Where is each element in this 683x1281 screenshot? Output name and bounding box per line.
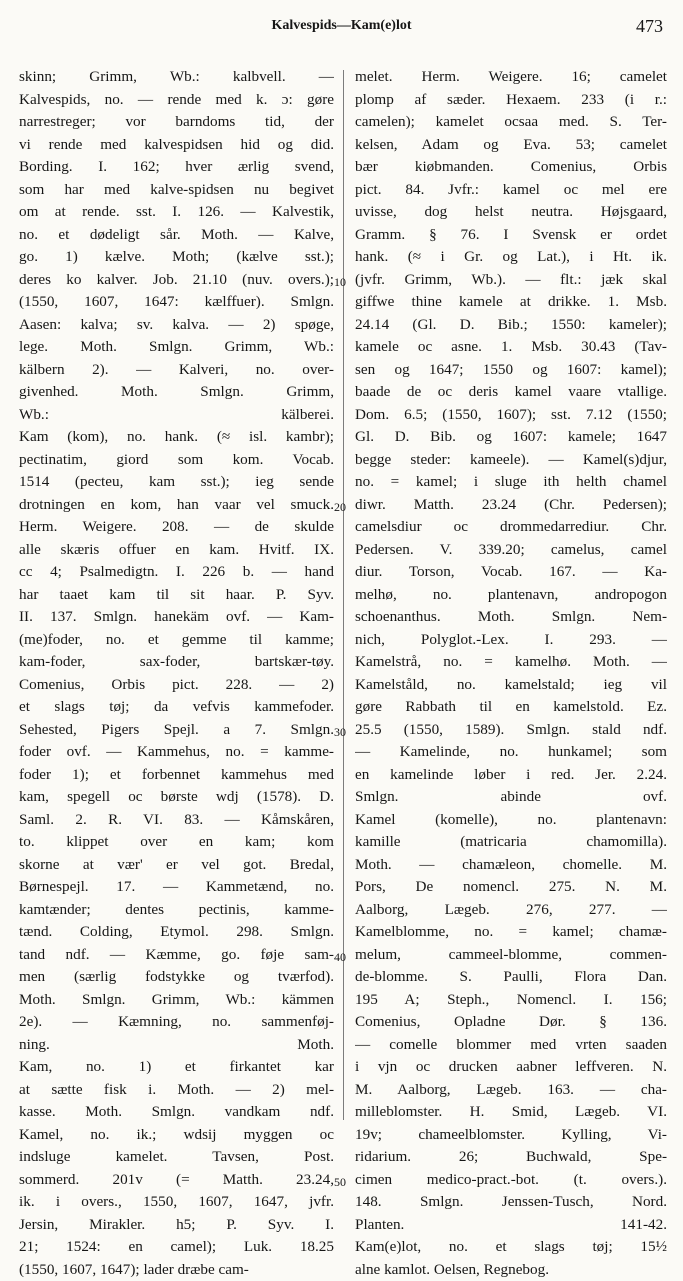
text-line: narrestreger; vor barndoms tid, der	[19, 111, 334, 134]
text-line: kasse. Moth. Smlgn. vandkam ndf.	[19, 1101, 334, 1124]
text-line: Jersin, Mirakler. h5; P. Syv. I.	[19, 1214, 334, 1237]
text-line: Wb.: kälberei.	[19, 404, 334, 427]
text-line: kam-foder, sax-foder, bartskær-tøy.	[19, 651, 334, 674]
text-line: cc 4; Psalmedigtn. I. 226 b. — hand	[19, 561, 334, 584]
text-line: — Kamelinde, no. hunkamel; som	[355, 741, 667, 764]
text-line: Kam, no. 1) et firkantet kar	[19, 1056, 334, 1079]
text-line: (1550, 1607, 1647: kælffuer). Smlgn.	[19, 291, 334, 314]
text-line: kamtænder; dentes pectinis, kamme-	[19, 899, 334, 922]
text-line: de-blomme. S. Paulli, Flora Dan.	[355, 966, 667, 989]
text-line: Aalborg, Lægeb. 276, 277. —	[355, 899, 667, 922]
text-line: alne kamlot. Oelsen, Regnebog.	[355, 1259, 667, 1281]
text-line: tænd. Colding, Etymol. 298. Smlgn.	[19, 921, 334, 944]
text-line: Kamel, no. ik.; wdsij myggen oc	[19, 1124, 334, 1147]
text-line: sommerd. 201v (= Matth. 23.24,	[19, 1169, 334, 1192]
running-title: Kalvespids—Kam(e)lot	[0, 18, 683, 34]
text-line: Comenius, Orbis pict. 228. — 2)	[19, 674, 334, 697]
text-line: foder ovf. — Kammehus, no. = kamme-	[19, 741, 334, 764]
text-line: Kam(e)lot, no. et slags tøj; 15½	[355, 1236, 667, 1259]
text-line: baade de oc deris kamel vaare vtallige.	[355, 381, 667, 404]
text-line: alle skæris offuer en kam. Hvitf. IX.	[19, 539, 334, 562]
text-line: plomp af sæder. Hexaem. 233 (i r.:	[355, 89, 667, 112]
text-line: Gl. D. Bib. og 1607: kamele; 1647	[355, 426, 667, 449]
text-line: kälbern 2). — Kalveri, no. over-	[19, 359, 334, 382]
text-line: melet. Herm. Weigere. 16; camelet	[355, 66, 667, 89]
text-line: pict. 84. Jvfr.: kamel oc mel ere	[355, 179, 667, 202]
line-marker: 10	[334, 271, 346, 294]
text-line: M. Aalborg, Lægeb. 163. — cha-	[355, 1079, 667, 1102]
left-column	[19, 66, 334, 1281]
text-line: vi rende med kalvespidsen hid og did.	[19, 134, 334, 157]
text-line: Comenius, Opladne Dør. § 136.	[355, 1011, 667, 1034]
text-line: schoenanthus. Moth. Smlgn. Nem-	[355, 606, 667, 629]
text-line: tand ndf. — Kæmme, go. føje sam-	[19, 944, 334, 967]
text-line: cimen medico-pract.-bot. (t. overs.).	[355, 1169, 667, 1192]
text-line: ning. Moth.	[19, 1034, 334, 1057]
text-line: go. 1) kælve. Moth; (kælve sst.);	[19, 246, 334, 269]
text-line: Saml. 2. R. VI. 83. — Kåmskåren,	[19, 809, 334, 832]
text-line: skinn; Grimm, Wb.: kalbvell. —	[19, 66, 334, 89]
text-line: 195 A; Steph., Nomencl. I. 156;	[355, 989, 667, 1012]
text-line: Pedersen. V. 339.20; camelus, camel	[355, 539, 667, 562]
text-line: drotningen en kom, han vaar vel smuck.	[19, 494, 334, 517]
text-line: begge steder: kameele). — Kamel(s)djur,	[355, 449, 667, 472]
text-line: Sehested, Pigers Spejl. a 7. Smlgn.	[19, 719, 334, 742]
text-line: gøre Rabbath til en kamelstold. Ez.	[355, 696, 667, 719]
text-line: pectinatim, giord som kom. Vocab.	[19, 449, 334, 472]
text-line: Gramm. § 76. I Svensk er ordet	[355, 224, 667, 247]
text-line: lege. Moth. Smlgn. Grimm, Wb.:	[19, 336, 334, 359]
text-line: bær kiøbmanden. Comenius, Orbis	[355, 156, 667, 179]
text-line: deres ko kalver. Job. 21.10 (nuv. overs.);	[19, 269, 334, 292]
text-line: nich, Polyglot.-Lex. I. 293. —	[355, 629, 667, 652]
text-line: sen og 1647; 1550 og 1607: kamel);	[355, 359, 667, 382]
text-line: kam, spegell oc børste wdj (1578). D.	[19, 786, 334, 809]
text-line: en kamelinde løber i red. Jer. 2.24.	[355, 764, 667, 787]
text-line: no. = kamel; i sluge ith helth chamel	[355, 471, 667, 494]
text-line: II. 137. Smlgn. hanekäm ovf. — Kam-	[19, 606, 334, 629]
line-marker: 50	[334, 1171, 346, 1194]
line-marker: 20	[334, 496, 346, 519]
text-line: camelen); kamelet ocsaa med. S. Ter-	[355, 111, 667, 134]
text-line: givenhed. Moth. Smlgn. Grimm,	[19, 381, 334, 404]
text-line: ridarium. 26; Buchwald, Spe-	[355, 1146, 667, 1169]
text-line: Smlgn. abinde ovf.	[355, 786, 667, 809]
text-line: men (særlig fodstykke og tværfod).	[19, 966, 334, 989]
text-line: melum, cammeel-blomme, commen-	[355, 944, 667, 967]
text-line: kamille (matricaria chamomilla).	[355, 831, 667, 854]
text-line: Kamel (komelle), no. plantenavn:	[355, 809, 667, 832]
text-line: at sætte fisk i. Moth. — 2) mel-	[19, 1079, 334, 1102]
text-line: Dom. 6.5; (1550, 1607); sst. 7.12 (1550;	[355, 404, 667, 427]
text-line: diur. Torson, Vocab. 167. — Ka-	[355, 561, 667, 584]
text-line: 25.5 (1550, 1589). Smlgn. stald ndf.	[355, 719, 667, 742]
text-line: Børnespejl. 17. — Kammetænd, no.	[19, 876, 334, 899]
text-line: Kam (kom), no. hank. (≈ isl. kambr);	[19, 426, 334, 449]
text-line: uvisse, dog helst neutra. Højsgaard,	[355, 201, 667, 224]
text-line: foder 1); et forbennet kammehus med	[19, 764, 334, 787]
text-line: skorne at vær' er vel got. Bredal,	[19, 854, 334, 877]
text-line: Kamelblomme, no. = kamel; chamæ-	[355, 921, 667, 944]
text-line: Bording. I. 162; hver ærlig svend,	[19, 156, 334, 179]
text-line: indsluge kamelet. Tavsen, Post.	[19, 1146, 334, 1169]
page-header	[0, 0, 683, 50]
text-line: hank. (≈ i Gr. og Lat.), i Ht. ik.	[355, 246, 667, 269]
text-line: Herm. Weigere. 208. — de skulde	[19, 516, 334, 539]
text-line: Pors, De nomencl. 275. N. M.	[355, 876, 667, 899]
text-line: Moth. Smlgn. Grimm, Wb.: kämmen	[19, 989, 334, 1012]
text-line: kamele oc asne. 1. Msb. 30.43 (Tav-	[355, 336, 667, 359]
text-line: 19v; chameelblomster. Kylling, Vi-	[355, 1124, 667, 1147]
text-line: (1550, 1607, 1647); lader dræbe cam-	[19, 1259, 334, 1281]
text-line: kelsen, Adam og Eva. 53; camelet	[355, 134, 667, 157]
text-line: 2e). — Kæmning, no. sammenføj-	[19, 1011, 334, 1034]
text-line: som har med kalve-spidsen nu begivet	[19, 179, 334, 202]
text-line: (me)foder, no. et gemme til kamme;	[19, 629, 334, 652]
text-line: Moth. — chamæleon, chomelle. M.	[355, 854, 667, 877]
text-line: camelsdiur oc drommedarrediur. Chr.	[355, 516, 667, 539]
page-number: 473	[636, 16, 663, 37]
text-line: Kamelstrå, no. = kamelhø. Moth. —	[355, 651, 667, 674]
text-line: milleblomster. H. Smid, Lægeb. VI.	[355, 1101, 667, 1124]
text-line: diwr. Matth. 23.24 (Chr. Pedersen);	[355, 494, 667, 517]
text-line: (jvfr. Grimm, Wb.). — flt.: jæk skal	[355, 269, 667, 292]
text-line: to. klippet over en kam; kom	[19, 831, 334, 854]
text-line: Kamelståld, no. kamelstald; ieg vil	[355, 674, 667, 697]
line-marker: 40	[334, 946, 346, 969]
text-line: 1514 (pecteu, kam sst.); ieg sende	[19, 471, 334, 494]
text-line: Aasen: kalva; sv. kalva. — 2) spøge,	[19, 314, 334, 337]
text-line: et slags tøj; da vefvis kammefoder.	[19, 696, 334, 719]
text-line: 21; 1524: en camel); Luk. 18.25	[19, 1236, 334, 1259]
text-line: no. et dødeligt sår. Moth. — Kalve,	[19, 224, 334, 247]
text-line: i vjn oc drucken aabner leffveren. N.	[355, 1056, 667, 1079]
text-line: Kalvespids, no. — rende med k. ɔ: gøre	[19, 89, 334, 112]
text-line: 24.14 (Gl. D. Bib.; 1550: kameler);	[355, 314, 667, 337]
line-marker: 30	[334, 721, 346, 744]
text-line: ik. i overs., 1550, 1607, 1647, jvfr.	[19, 1191, 334, 1214]
text-line: om at rende. sst. I. 126. — Kalvestik,	[19, 201, 334, 224]
text-line: 148. Smlgn. Jenssen-Tusch, Nord.	[355, 1191, 667, 1214]
text-line: giffwe thine kamele at drikke. 1. Msb.	[355, 291, 667, 314]
right-column	[355, 66, 667, 1281]
text-line: har taaet kam til sit haar. P. Syv.	[19, 584, 334, 607]
text-line: melhø, no. plantenavn, andropogon	[355, 584, 667, 607]
text-line: Planten. 141-42.	[355, 1214, 667, 1237]
text-line: — comelle blommer med vrten saaden	[355, 1034, 667, 1057]
